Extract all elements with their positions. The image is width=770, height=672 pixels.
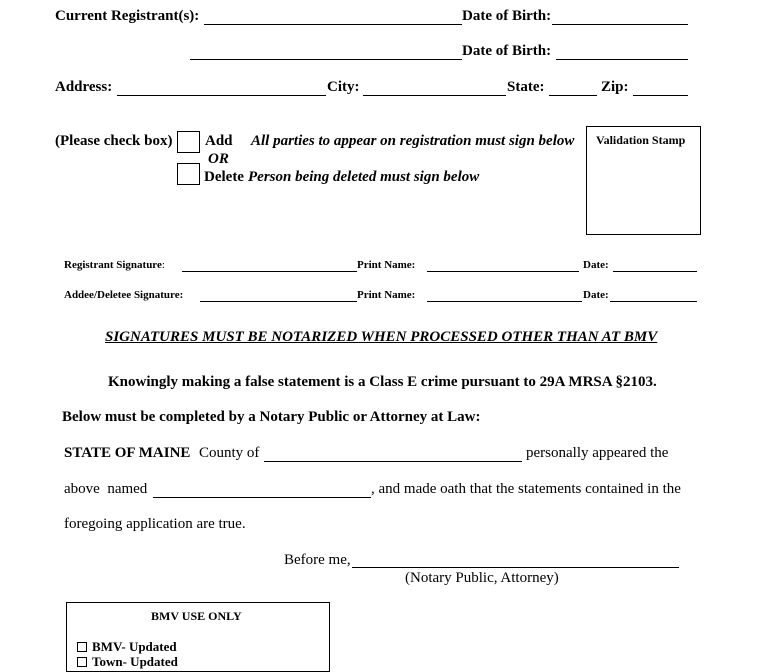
- add-label: Add: [205, 133, 233, 149]
- delete-note: Person being deleted must sign below: [248, 169, 480, 185]
- dob-field-2[interactable]: [556, 59, 688, 60]
- registrant-signature-text: Registrant Signature: [64, 259, 162, 271]
- dob-field-1[interactable]: [552, 24, 688, 25]
- date-label-1: Date:: [583, 259, 609, 271]
- address-label: Address:: [55, 79, 113, 95]
- delete-label: Delete: [204, 169, 244, 185]
- bmv-use-only-title: BMV USE ONLY: [151, 609, 242, 623]
- dob-label-1: Date of Birth:: [462, 8, 552, 24]
- date-field-2[interactable]: [610, 301, 697, 302]
- state-of-maine: STATE OF MAINE: [64, 445, 191, 461]
- bmv-use-only-box: [66, 602, 330, 672]
- validation-stamp-title: Validation Stamp: [596, 133, 686, 147]
- current-registrant-label: Current Registrant(s):: [55, 8, 200, 24]
- registrant-signature-field[interactable]: [182, 271, 357, 272]
- state-field[interactable]: [549, 95, 597, 96]
- address-field[interactable]: [117, 95, 326, 96]
- dob-label-2: Date of Birth:: [462, 43, 552, 59]
- notarized-notice: SIGNATURES MUST BE NOTARIZED WHEN PROCESSED OTHER THAN AT BMV: [105, 329, 658, 345]
- registrant-signature-colon: :: [161, 259, 165, 271]
- add-note: All parties to appear on registration must sign below: [251, 133, 575, 149]
- state-label: State:: [507, 79, 545, 95]
- before-me-label: Before me,: [284, 552, 351, 568]
- or-label: OR: [208, 151, 229, 167]
- town-updated-label: Town- Updated: [92, 654, 178, 669]
- please-check-label: (Please check box): [55, 133, 173, 149]
- print-name-field-1[interactable]: [427, 271, 579, 272]
- foregoing-text: foregoing application are true.: [64, 516, 246, 532]
- date-field-1[interactable]: [613, 271, 697, 272]
- county-field[interactable]: [264, 461, 522, 462]
- zip-field[interactable]: [633, 95, 688, 96]
- validation-stamp-box: [586, 126, 701, 235]
- print-name-label-1: Print Name:: [357, 259, 416, 271]
- addee-signature-label: Addee/Deletee Signature:: [64, 289, 184, 301]
- bmv-updated-checkbox[interactable]: [77, 642, 87, 652]
- city-label: City:: [327, 79, 360, 95]
- notary-signature-field[interactable]: [352, 567, 679, 568]
- above-named-field[interactable]: [153, 497, 371, 498]
- zip-label: Zip:: [601, 79, 629, 95]
- made-oath-text: , and made oath that the statements contained in the: [371, 481, 681, 497]
- personally-appeared-text: personally appeared the: [526, 445, 669, 461]
- print-name-field-2[interactable]: [427, 301, 582, 302]
- notary-caption: (Notary Public, Attorney): [405, 570, 559, 586]
- bmv-updated-label: BMV- Updated: [92, 639, 177, 654]
- town-updated-checkbox[interactable]: [77, 657, 87, 667]
- delete-checkbox[interactable]: [177, 163, 200, 185]
- above-named-label: above named: [64, 481, 148, 497]
- false-statement-notice: Knowingly making a false statement is a Class E crime pursuant to 29A MRSA §2103.: [108, 374, 657, 390]
- notary-instruction: Below must be completed by a Notary Public or Attorney at Law:: [62, 409, 481, 425]
- addee-signature-field[interactable]: [200, 301, 357, 302]
- county-of-label: County of: [199, 445, 260, 461]
- add-checkbox[interactable]: [177, 131, 200, 153]
- current-registrant-field[interactable]: [204, 24, 462, 25]
- registrant-signature-label: [64, 260, 165, 271]
- date-label-2: Date:: [583, 289, 609, 301]
- second-registrant-field[interactable]: [190, 59, 462, 60]
- print-name-label-2: Print Name:: [357, 289, 416, 301]
- city-field[interactable]: [363, 95, 506, 96]
